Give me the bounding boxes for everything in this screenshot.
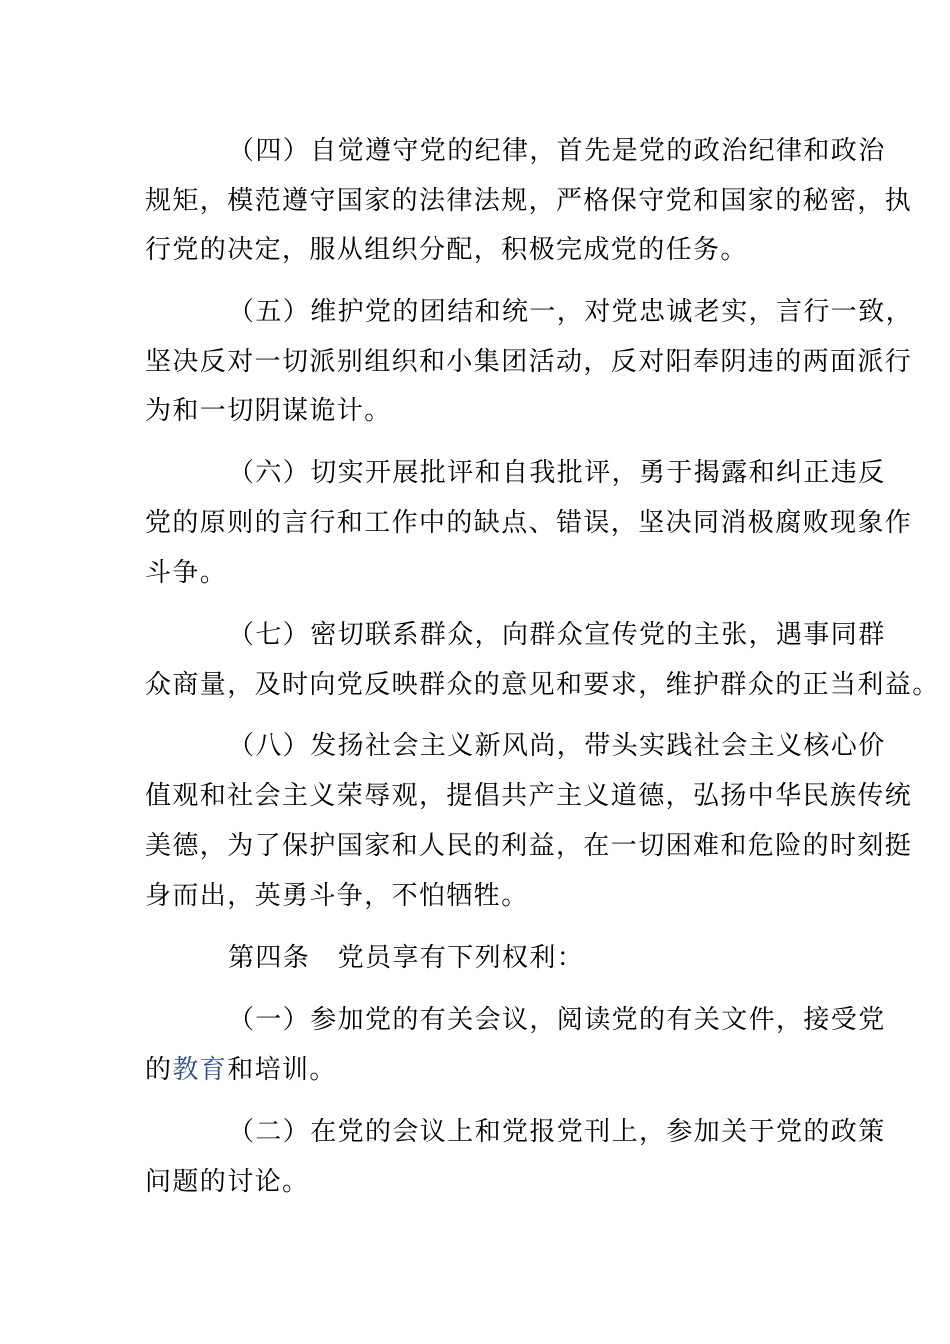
paragraph-four-line-3: 行党的决定，服从组织分配，积极完成党的任务。 xyxy=(145,235,748,265)
paragraph-eight-line-4: 身而出，英勇斗争，不怕牺牲。 xyxy=(145,881,529,911)
paragraph-five-line-2: 坚决反对一切派别组织和小集团活动，反对阳奉阴违的两面派行 xyxy=(145,347,913,377)
paragraph-seven-line-2: 众商量，及时向党反映群众的意见和要求，维护群众的正当利益。 xyxy=(145,670,940,700)
article-four-heading: 第四条 党员享有下列权利： xyxy=(228,943,585,973)
paragraph-eight-line-2: 值观和社会主义荣辱观，提倡共产主义道德，弘扬中华民族传统 xyxy=(145,781,913,811)
paragraph-four-line-1: （四）自觉遵守党的纪律，首先是党的政治纪律和政治 xyxy=(228,136,886,166)
education-link[interactable]: 教育 xyxy=(172,1055,228,1085)
right-one-line-1: （一）参加党的有关会议，阅读党的有关文件，接受党 xyxy=(228,1005,886,1035)
right-one-text-before: 的 xyxy=(145,1055,173,1085)
paragraph-six-line-3: 斗争。 xyxy=(145,558,228,588)
paragraph-five-line-1: （五）维护党的团结和统一，对党忠诚老实，言行一致， xyxy=(228,297,914,327)
right-two-line-1: （二）在党的会议上和党报党刊上，参加关于党的政策 xyxy=(228,1117,886,1147)
right-two-line-2: 问题的讨论。 xyxy=(145,1167,310,1197)
right-one-text-after: 和培训。 xyxy=(227,1055,337,1085)
paragraph-six-line-1: （六）切实开展批评和自我批评，勇于揭露和纠正违反 xyxy=(228,458,886,488)
paragraph-eight-line-1: （八）发扬社会主义新风尚，带头实践社会主义核心价 xyxy=(228,731,886,761)
paragraph-four-line-2: 规矩，模范遵守国家的法律法规，严格保守党和国家的秘密，执 xyxy=(145,186,913,216)
right-one-line-2 xyxy=(145,1054,337,1086)
paragraph-six-line-2: 党的原则的言行和工作中的缺点、错误，坚决同消极腐败现象作 xyxy=(145,508,913,538)
paragraph-seven-line-1: （七）密切联系群众，向群众宣传党的主张，遇事同群 xyxy=(228,620,886,650)
paragraph-eight-line-3: 美德，为了保护国家和人民的利益，在一切困难和危险的时刻挺 xyxy=(145,831,913,861)
paragraph-five-line-3: 为和一切阴谋诡计。 xyxy=(145,396,392,426)
